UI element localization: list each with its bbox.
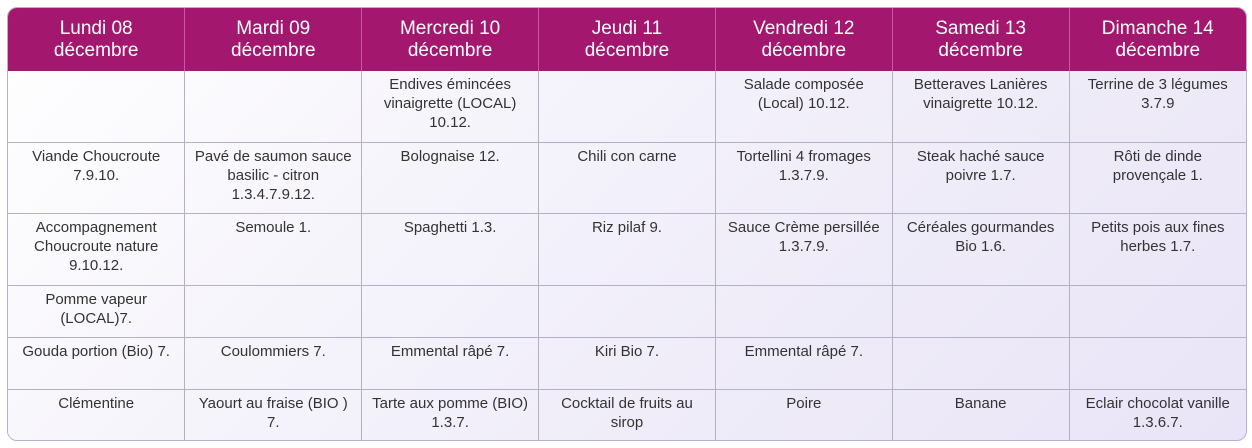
menu-cell: Terrine de 3 légumes 3.7.9 [1069,71,1246,143]
menu-cell [892,338,1069,390]
day-month: décembre [938,39,1023,61]
menu-cell [539,71,716,143]
day-header [892,8,1069,71]
day-name: Mercredi 10 [399,17,501,39]
header-row [8,8,1246,71]
menu-cell [892,286,1069,338]
menu-row-dairy [8,338,1246,390]
menu-cell: Cocktail de fruits au sirop [539,390,716,442]
day-header [8,8,185,71]
day-name: Vendredi 12 [753,17,855,39]
menu-cell: Emmental râpé 7. [715,338,892,390]
weekly-menu-table [8,8,1246,441]
menu-cell: Endives émincées vinaigrette (LOCAL) 10.12. [362,71,539,143]
menu-cell: Tarte aux pomme (BIO) 1.3.7. [362,390,539,442]
menu-cell: Semoule 1. [185,214,362,286]
menu-cell [185,286,362,338]
menu-cell: Coulommiers 7. [185,338,362,390]
menu-cell: Poire [715,390,892,442]
menu-cell: Yaourt au fraise (BIO ) 7. [185,390,362,442]
day-month: décembre [584,39,670,61]
menu-cell: Petits pois aux fines herbes 1.7. [1069,214,1246,286]
menu-cell: Clémentine [8,390,185,442]
menu-cell [1069,338,1246,390]
day-header [715,8,892,71]
day-name: Lundi 08 [59,17,133,39]
menu-cell [539,286,716,338]
menu-cell: Spaghetti 1.3. [362,214,539,286]
menu-cell: Accompagnement Choucroute nature 9.10.12. [8,214,185,286]
menu-cell: Betteraves Lanières vinaigrette 10.12. [892,71,1069,143]
day-month: décembre [761,39,847,61]
menu-cell: Eclair chocolat vanille 1.3.6.7. [1069,390,1246,442]
menu-row-main [8,143,1246,214]
day-header [185,8,362,71]
menu-cell: Rôti de dinde provençale 1. [1069,143,1246,214]
day-header [1069,8,1246,71]
menu-cell: Kiri Bio 7. [539,338,716,390]
day-month: décembre [1115,39,1201,61]
day-month: décembre [231,39,316,61]
menu-cell: Sauce Crème persillée 1.3.7.9. [715,214,892,286]
day-name: Dimanche 14 [1101,17,1214,39]
menu-cell [362,286,539,338]
day-name: Samedi 13 [935,17,1027,39]
menu-cell: Viande Choucroute 7.9.10. [8,143,185,214]
menu-cell [185,71,362,143]
menu-cell: Banane [892,390,1069,442]
menu-card [7,7,1247,441]
menu-row-side [8,214,1246,286]
day-header [539,8,716,71]
day-month: décembre [407,39,493,61]
day-name: Mardi 09 [236,17,311,39]
menu-cell [715,286,892,338]
menu-cell: Pomme vapeur (LOCAL)7. [8,286,185,338]
menu-cell: Pavé de saumon sauce basilic - citron 1.3.4.7.9.12. [185,143,362,214]
menu-cell: Bolognaise 12. [362,143,539,214]
menu-cell: Céréales gourmandes Bio 1.6. [892,214,1069,286]
menu-cell: Salade composée (Local) 10.12. [715,71,892,143]
menu-row-side-extra [8,286,1246,338]
day-name: Jeudi 11 [591,17,663,39]
menu-cell: Emmental râpé 7. [362,338,539,390]
menu-cell: Chili con carne [539,143,716,214]
menu-row-dessert [8,390,1246,442]
menu-cell [1069,286,1246,338]
menu-cell [8,71,185,143]
menu-cell: Tortellini 4 fromages 1.3.7.9. [715,143,892,214]
day-header [362,8,539,71]
menu-cell: Riz pilaf 9. [539,214,716,286]
menu-row-starter [8,71,1246,143]
menu-cell: Gouda portion (Bio) 7. [8,338,185,390]
day-month: décembre [53,39,139,61]
menu-cell: Steak haché sauce poivre 1.7. [892,143,1069,214]
